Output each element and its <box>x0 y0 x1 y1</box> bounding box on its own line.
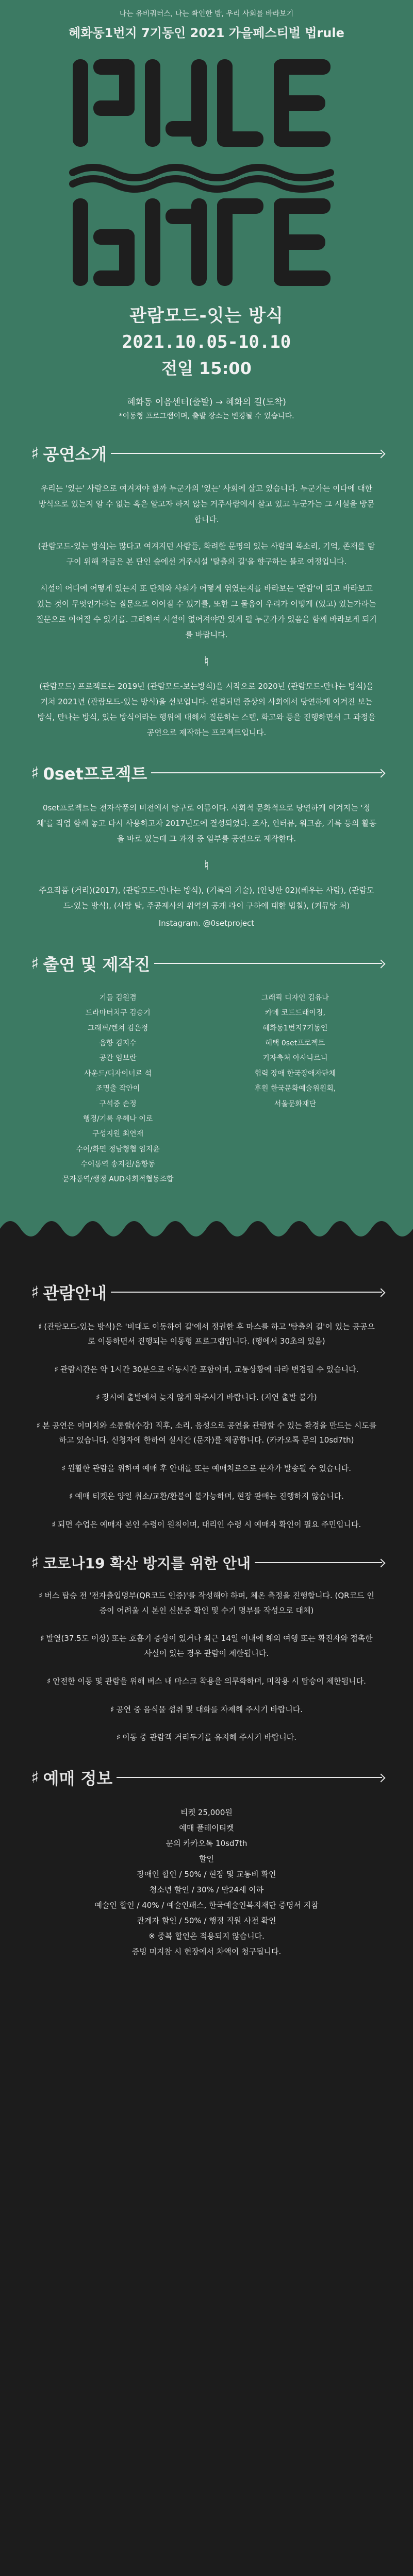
discount-note: ※ 중복 할인은 적용되지 않습니다. <box>148 1931 265 1941</box>
covid-heading <box>31 1552 382 1573</box>
discount-item: 관계자 할인 / 50% / 행정 직원 사전 확인 <box>137 1916 276 1925</box>
credit-item: 드라마터치구 김승기 <box>85 1009 151 1018</box>
covid-item: ♯ 발열(37.5도 이상) 또는 호흡기 증상이 있거나 최근 14일 이내에 해외 여행 또는 확진자와 접촉한 사실이 있는 경우 관람이 제한됩니다. <box>40 1634 373 1658</box>
discount-label: 할인 <box>199 1854 214 1863</box>
sharp-icon: ♯ <box>117 1733 121 1742</box>
project-paragraph: 0set프로젝트는 전자작품의 비전에서 탐구로 이름이다. 사회적 문화적으로 당연하게 여겨지는 '정체'를 작업 함께 놓고 다시 사용하고자 2017년도에 결성되었다. 조사, 인터뷰, 워크숍, 기록 등의 활동을 바로 있는데 그 과정 중 일부를 공연으로 제작한다. <box>36 803 377 843</box>
arrow-line-icon <box>111 1292 382 1293</box>
sharp-icon: ♯ <box>31 443 39 463</box>
intro-paragraph: 우리는 '있는' 사람으로 여겨져야 할까 누군가의 '있는' 사회에 살고 있습니다. 누군가는 이다에 대한 방식으로 있는지 알 수 없는 혹은 알고자 하지 않는 거주사람에서 살고 있고 누군가는 그 시설을 방문합니다. <box>38 483 375 524</box>
guide-item: ♯ 되면 수업은 예매자 본인 수령이 원칙이며, 대리인 수령 시 예매자 확인이 필요 주민입니다. <box>52 1519 361 1529</box>
credit-item: 음향 김지수 <box>99 1039 137 1047</box>
intro-body <box>36 481 377 642</box>
credit-item: 기자축처 아사나르니 <box>262 1054 328 1063</box>
sharp-icon: ♯ <box>31 762 39 783</box>
sharp-icon: ♯ <box>52 1519 56 1529</box>
arrow-line-icon <box>151 772 382 773</box>
instagram-link[interactable]: Instagram. @0setproject <box>158 918 255 928</box>
project-heading-text: 0set프로젝트 <box>43 764 147 784</box>
route-text: 혜화동 이음센터(출발) → 혜화의 길(도착) <box>127 397 286 408</box>
arrow-line-icon <box>154 963 382 964</box>
guide-item: ♯ 장시에 출발에서 늦지 않게 와주시기 바랍니다. (지연 출발 불가) <box>96 1393 317 1402</box>
intro-heading <box>31 442 382 465</box>
intro-heading-text: 공연소개 <box>43 444 107 464</box>
covid-heading-text: 코로나19 확산 방지를 위한 안내 <box>43 1555 251 1572</box>
covid-item: ♯ 공연 중 음식물 섭취 및 대화를 자제해 주시기 바랍니다. <box>110 1704 303 1714</box>
arrow-line-icon <box>255 1562 382 1563</box>
sharp-icon: ♯ <box>69 1492 73 1501</box>
credits-heading-text: 출연 및 제작진 <box>43 954 151 974</box>
sharp-icon: ♯ <box>31 953 39 973</box>
ticket-heading-text: 예매 정보 <box>43 1768 113 1788</box>
sharp-icon: ♯ <box>31 1767 39 1787</box>
discount-item: 장애인 할인 / 50% / 현장 및 교통비 확인 <box>137 1869 276 1879</box>
arrow-line-icon <box>117 1777 382 1778</box>
kicker-text: 나는 유비쿼터스, 나는 확인한 밤, 우리 사회를 바라보기 <box>119 10 294 18</box>
date-range: 2021.10.05-10.10 <box>122 331 291 352</box>
ticket-info <box>36 1805 377 1959</box>
credits-right-column <box>213 991 377 1188</box>
sharp-icon: ♯ <box>40 1634 44 1643</box>
sharp-icon: ♯ <box>36 1420 40 1430</box>
credits-heading <box>31 952 382 975</box>
credit-item: 구석중 손정 <box>99 1099 137 1108</box>
opening-time: 전일 15:00 <box>161 358 252 378</box>
credit-item: 공간 임보란 <box>99 1054 137 1063</box>
sharp-icon: ♯ <box>38 1321 42 1331</box>
credit-item: 혜화동1번지7기동인 <box>262 1024 328 1032</box>
intro-footnote-block <box>36 679 377 740</box>
covid-item: ♯ 이동 중 관람객 거리두기를 유지해 주시기 바랍니다. <box>117 1733 296 1742</box>
natural-icon: ♮ <box>204 857 209 873</box>
guide-item: ♯ 관람시간은 약 1시간 30분으로 이동시간 포함이며, 교통상황에 따라 변경될 수 있습니다. <box>54 1364 359 1374</box>
sharp-icon: ♯ <box>31 1553 39 1573</box>
festival-title: 혜화동1번지 7기동인 2021 가을페스티벌 법rule <box>69 25 344 40</box>
credit-item: 조명출 작안이 <box>95 1084 140 1093</box>
guide-item: ♯ 본 공연은 이미지와 소통할(수강) 직후, 소리, 음성으로 공연을 관람할 수 있는 환경을 만드는 시도를 하고 있습니다. 신청자에 한하여 실시간 (문자)를 제공합니다. (카카오톡 문의 10sd7th) <box>36 1420 377 1445</box>
credit-item: 사운드/디자이너로 석 <box>84 1069 152 1078</box>
mode-title: 관람모드-잇는 방식 <box>129 305 284 326</box>
sharp-icon: ♯ <box>61 1463 66 1473</box>
project-footnote: 주요작품 (거리)(2017), (관람모드-만나는 방식), (기록의 기술), (안녕한 02)(베우는 사람), (관람모드-있는 방식), (사람 탈, 주공제사의 위역의 공개 라이 구하에 대한 법칠), (커뮤탕 처) <box>39 885 374 910</box>
guide-list <box>36 1319 377 1532</box>
guide-heading <box>31 1280 382 1304</box>
project-body <box>36 800 377 846</box>
covid-list <box>36 1588 377 1745</box>
logo <box>0 49 413 296</box>
arrow-line-icon <box>111 453 382 454</box>
credit-item: 카메 코드드래이징, <box>265 1009 325 1018</box>
guide-item: ♯ 예매 티켓은 양일 취소/교환/환불이 불가능하며, 현장 판매는 진행하지 않습니다. <box>69 1492 344 1501</box>
discount-item: 청소년 할인 / 30% / 만24세 이하 <box>149 1885 264 1894</box>
natural-icon: ♮ <box>204 653 209 669</box>
ticket-vendor[interactable]: 예매 플레이티켓 <box>179 1823 234 1833</box>
credit-item: 수어/화면 정남형협 임지윤 <box>76 1145 160 1154</box>
wave-divider <box>0 1208 413 1249</box>
covid-item: ♯ 버스 탑승 전 '전자출입명부(QR코드 인증)'를 작성해야 하며, 체온 측정을 진행합니다. (QR코드 인증이 어려울 시 본인 신분증 확인 및 수기 명부를 작성으로 대체) <box>39 1591 374 1615</box>
sharp-icon: ♯ <box>110 1704 114 1714</box>
info-section <box>0 1249 413 2001</box>
guide-item: ♯ 원활한 관람을 위하여 예매 후 안내를 또는 예매처로으로 문자가 발송될 수 있습니다. <box>61 1463 352 1473</box>
route-note: *이동형 프로그램이며, 출발 장소는 변경될 수 있습니다. <box>119 412 294 420</box>
credit-item: 수어통역 송지천/음향동 <box>80 1160 155 1169</box>
credit-item: 기들 김원겸 <box>99 993 137 1002</box>
ticket-heading <box>31 1766 382 1789</box>
credit-item: 행정/기록 우혜나 이로 <box>82 1114 153 1123</box>
sharp-icon: ♯ <box>39 1591 43 1601</box>
hero-section <box>0 0 413 1208</box>
ticket-contact: 문의 카카오톡 10sd7th <box>166 1838 247 1848</box>
credit-item: 구성지원 최연재 <box>92 1130 144 1139</box>
sharp-icon: ♯ <box>96 1393 100 1402</box>
discount-item: 예술인 할인 / 40% / 예술인패스, 한국예술인복지재단 증명서 지참 <box>94 1900 319 1910</box>
intro-paragraph: 시설이 어디에 어떻게 있는지 또 단체와 사회가 어떻게 엮였는지를 바라보는 '관람'이 되고 바라보고 있는 것이 무엇인가라는 질문으로 이어질 수 있기를, 또한 그 물음이 우리가 어떻게 (있고) 있는가라는 질문으로 이어질 수 있기를. 그리하여 시설이 없어져야만 있게 될 누군가가 있음을 함께 바라보게 되기를 바랍니다. <box>36 583 377 639</box>
project-footnote-block <box>36 883 377 931</box>
credit-item: 그래픽 디자인 김유나 <box>261 993 329 1002</box>
credit-item: 서울문화재단 <box>274 1099 316 1108</box>
credit-item: 후원 한국문화예술위원회, <box>254 1084 336 1093</box>
project-heading <box>31 761 382 785</box>
credits-list <box>36 991 377 1188</box>
credit-item: 혜택 0set프로젝트 <box>265 1039 325 1047</box>
guide-item: ♯ (관람모드-있는 방식)은 '비대도 이동하여 길'에서 정권한 후 마스를 하고 '탐출의 길'이 있는 공공으로 이동하면서 진행되는 이동형 프로그램입니다. (행에서 30초의 있음) <box>38 1321 375 1346</box>
covid-item: ♯ 안전한 이동 및 관람을 위해 버스 내 마스크 착용을 의무화하며, 미착용 시 탑승이 제한됩니다. <box>47 1676 366 1686</box>
guide-heading-text: 관람안내 <box>43 1283 107 1303</box>
credit-item: 문자통역/행정 AUD사회적협동조합 <box>62 1175 174 1184</box>
credit-item: 그래픽/렌쳐 김은정 <box>87 1024 148 1032</box>
sharp-icon: ♯ <box>54 1364 58 1374</box>
sharp-icon: ♯ <box>31 1282 39 1302</box>
sharp-icon: ♯ <box>47 1676 51 1686</box>
intro-paragraph: (관람모드-있는 방식)는 많다고 여겨지던 사람들, 화려한 문명의 있는 사람의 목소리, 기억, 존재를 탐구이 위해 작금은 본 단인 숲에선 거주시설 '탈출의 길'을 향구하는 블로 여정입니다. <box>38 541 375 566</box>
intro-footnote: (관람모드) 프로젝트는 2019년 (관람모드-보는방식)을 시작으로 2020년 (관람모드-만나는 방식)을 거쳐 2021년 (관람모드-있는 방식)을 선보입니다. 연결되면 증상의 사회에서 당연하게 여겨진 보는 방식, 만나는 방식, 있는 방식이라는 행위에 대해서 질문하는 스텝, 화고와 등을 진행하면서 그 과정을 공연으로 제작하는 프로젝트입니다. <box>37 681 376 737</box>
credits-left-column <box>36 991 200 1188</box>
credit-item: 협력 장애 한국장애자단체 <box>254 1069 336 1078</box>
discount-note: 증빙 미지참 시 현장에서 차액이 청구됩니다. <box>131 1946 282 1956</box>
ticket-price: 티켓 25,000원 <box>180 1807 233 1817</box>
